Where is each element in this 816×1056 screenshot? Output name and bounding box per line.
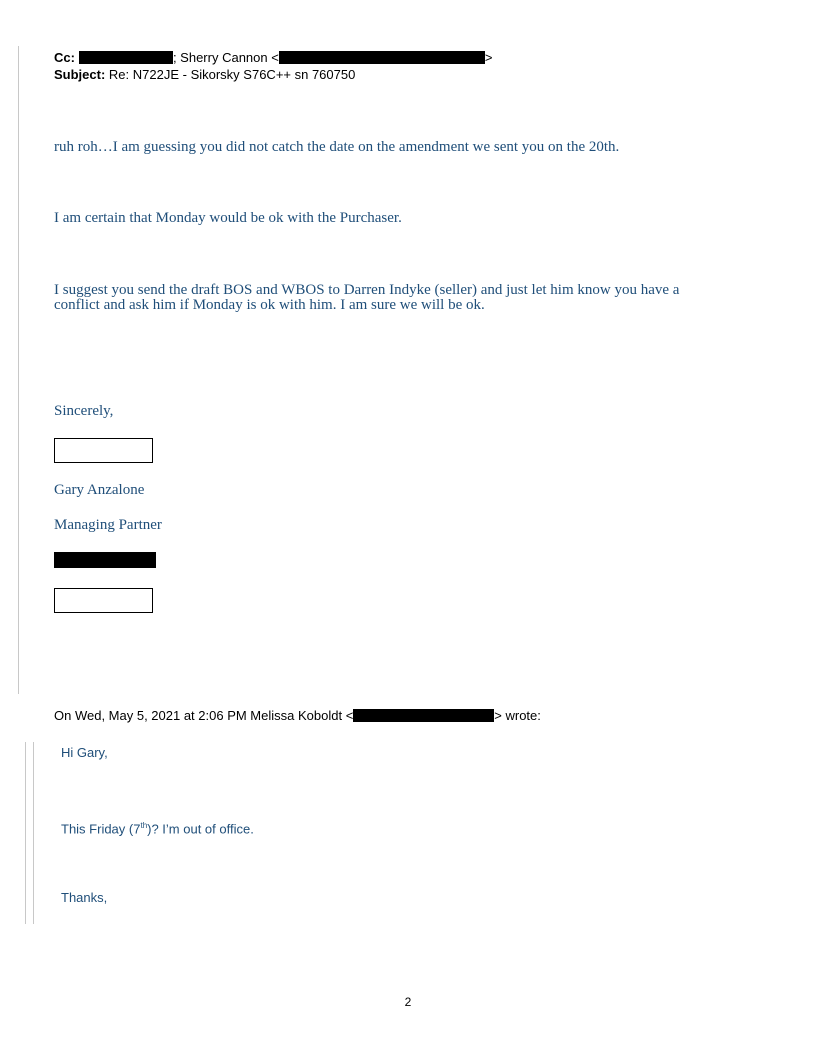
redaction-block xyxy=(279,51,485,64)
attribution-prefix: On Wed, May 5, 2021 at 2:06 PM Melissa Koboldt < xyxy=(54,708,354,723)
body-paragraph-2: I am certain that Monday would be ok with the Purchaser. xyxy=(54,210,402,226)
quote-bar-outer xyxy=(18,46,19,694)
subject-line xyxy=(54,67,355,83)
cc-label: Cc: xyxy=(54,50,75,65)
body-paragraph-3-line-1: I suggest you send the draft BOS and WBOS to Darren Indyke (seller) and just let him know you have a xyxy=(54,282,680,298)
subject-value: Re: N722JE - Sikorsky S76C++ sn 760750 xyxy=(108,67,356,82)
page-number: 2 xyxy=(404,995,412,1009)
body-paragraph-1: ruh roh…I am guessing you did not catch the date on the amendment we sent you on the 20th. xyxy=(54,139,620,155)
quoted-signoff: Thanks, xyxy=(61,890,108,905)
logo-image-placeholder xyxy=(54,588,153,613)
subject-label: Subject: xyxy=(54,67,106,82)
redaction-block xyxy=(79,51,173,64)
cc-close: > xyxy=(484,50,493,65)
attribution-suffix: > wrote: xyxy=(494,708,541,723)
body-paragraph-3-line-2: conflict and ask him if Monday is ok with him. I am sure we will be ok. xyxy=(54,297,485,313)
closing: Sincerely, xyxy=(54,403,114,419)
quoted-attribution xyxy=(54,708,541,724)
signature-title: Managing Partner xyxy=(54,517,162,533)
cc-recipients: ; Sherry Cannon < xyxy=(172,50,279,65)
redaction-block xyxy=(54,552,156,568)
signature-image-placeholder xyxy=(54,438,153,463)
redaction-block xyxy=(353,709,494,722)
quote-bar-nested-1 xyxy=(25,742,26,924)
quoted-greeting: Hi Gary, xyxy=(61,745,108,760)
quoted-line-sup: th xyxy=(140,821,148,830)
quote-bar-nested-2 xyxy=(33,742,34,924)
signature-name: Gary Anzalone xyxy=(54,482,145,498)
quoted-line-prefix: This Friday (7 xyxy=(61,821,141,837)
quoted-line-suffix: )? I’m out of office. xyxy=(147,821,254,837)
cc-line xyxy=(54,50,492,66)
quoted-message-line xyxy=(61,818,254,837)
